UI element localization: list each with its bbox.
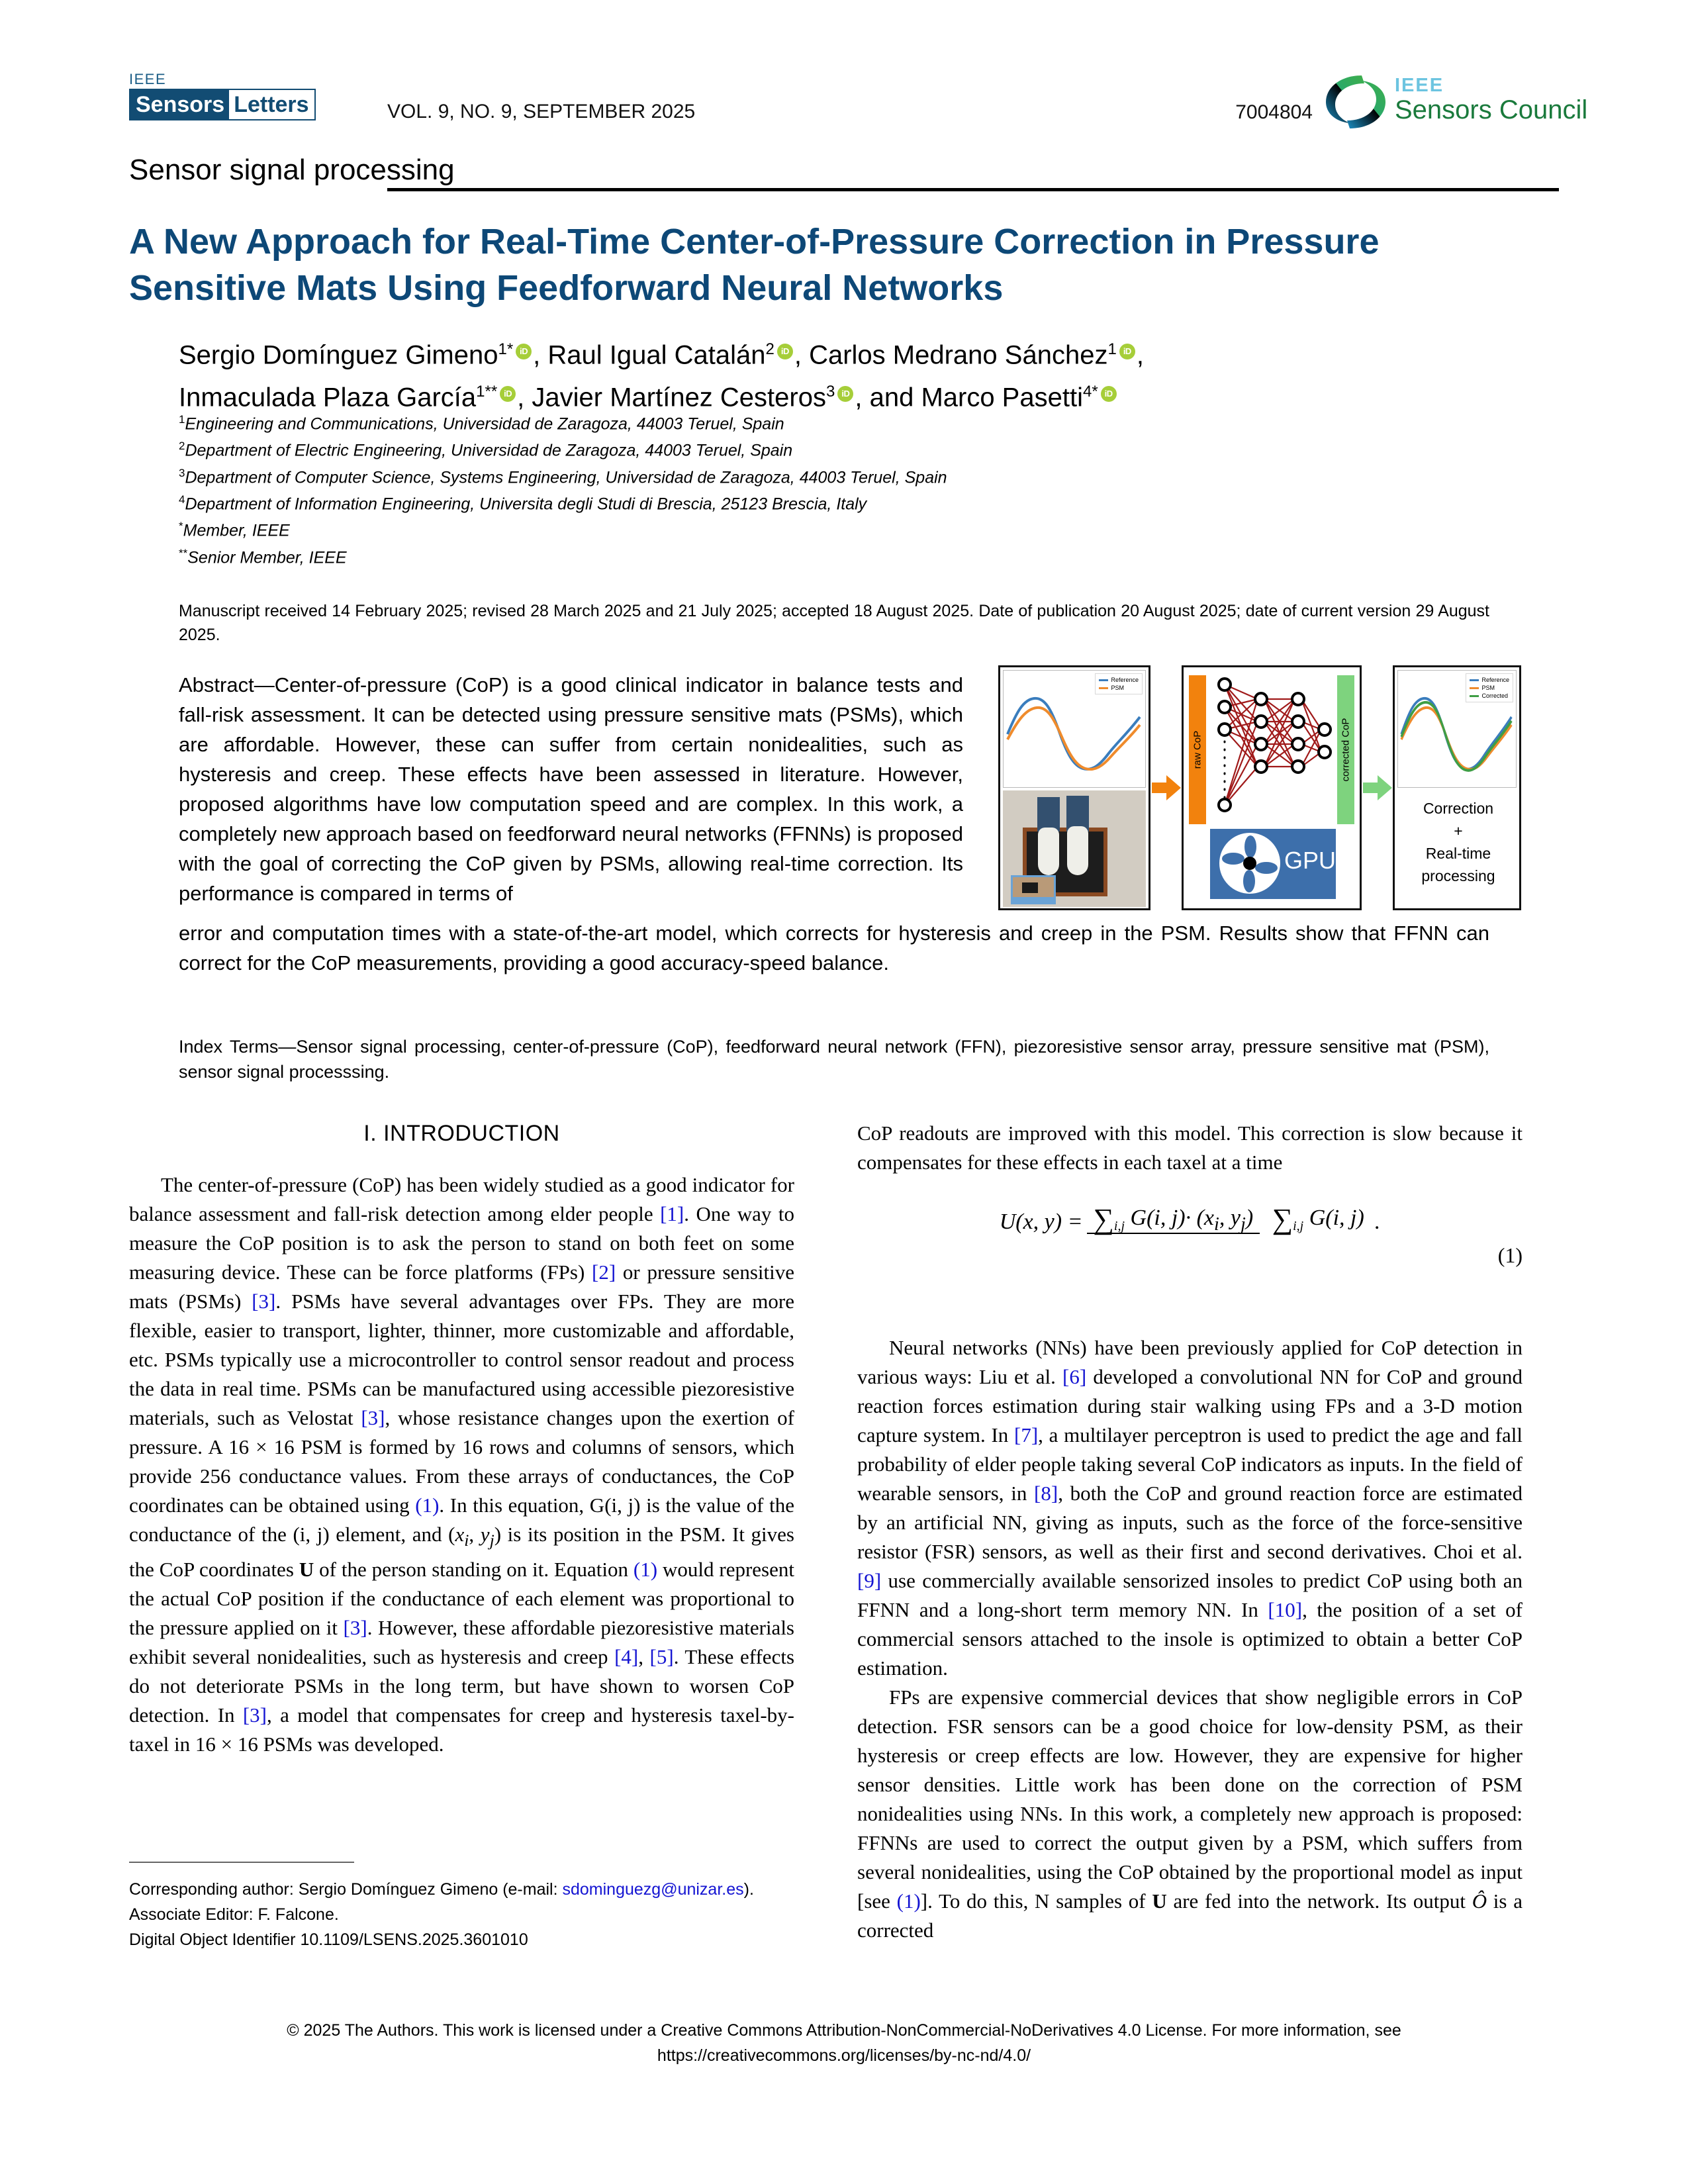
fan-blade: [1244, 835, 1256, 858]
affiliation-text: Member, IEEE: [183, 521, 290, 540]
psm-photo: [1003, 790, 1146, 907]
license-line-2: https://creativecommons.org/licenses/by-nc-nd/4.0/: [657, 2046, 1031, 2065]
text-run: Neural networks (NNs) have been previously applied for CoP detection in various ways: Liu et al.: [857, 1336, 1523, 1388]
ieee-sensors-council-logo: [1321, 71, 1588, 135]
text-run: ]. To do this, N samples of: [920, 1889, 1152, 1913]
raw-cop-chart: [1003, 670, 1146, 788]
author-name: Marco Pasetti: [921, 383, 1083, 412]
text-run: ) is its position in the PSM. It gives the CoP coordinates: [129, 1523, 794, 1582]
math-vector: U: [299, 1558, 314, 1582]
license-footer: [129, 2018, 1559, 2068]
microcontroller-chip: [1022, 882, 1038, 893]
math-var: x: [455, 1523, 465, 1546]
legend-swatch-reference: [1470, 679, 1479, 681]
paragraph-related-work: [857, 1333, 1523, 1683]
section-band: [129, 154, 1559, 196]
body-column-right: [857, 1119, 1523, 1945]
math-sub: i: [1214, 1213, 1219, 1235]
foot-left: [1038, 828, 1059, 875]
fan-icon: [1219, 833, 1280, 894]
index-terms: Index Terms—Sensor signal processing, center-of-pressure (CoP), feedforward neural network (FFN), piezoresistive sensor array, pressure sensitive mat (PSM), sensor signal processsing.: [179, 1037, 1489, 1082]
text-run: is a corrected: [857, 1889, 1523, 1942]
caption-line: +: [1454, 822, 1463, 839]
graphical-abstract: [998, 665, 1521, 910]
orcid-icon[interactable]: iD: [516, 344, 532, 359]
footnote-block: [129, 1877, 794, 1952]
affiliation-text: Department of Electric Engineering, Universidad de Zaragoza, 44003 Teruel, Spain: [185, 441, 793, 460]
section-band-rule: [387, 188, 1559, 191]
gpu-label: GPU: [1284, 847, 1336, 874]
citation-link[interactable]: [3]: [361, 1406, 385, 1429]
affiliation-item: [179, 435, 1503, 461]
author-affil-marker: 1: [1107, 340, 1117, 358]
text-run: ).: [743, 1880, 754, 1899]
text-run: FPs are expensive commercial devices that show negligible errors in CoP detection. FSR sensors can be a good choice for low-density PSM, as their hysteresis or creep effects are low. However, they are expensive for higher sensor densities. Little work has been done on the correction of PSM nonidealities using NNs. In this work, a completely new approach is proposed: FFNNs are used to correct the output given by a PSM, which suffers from several nonidealities, using the CoP obtained by the proportional model as input [see: [857, 1685, 1523, 1913]
legend-label: Reference: [1111, 677, 1139, 683]
text-run: , a multilayer perceptron is used to predict the age and fall probability of elder people taking several CoP indicators as inputs. In the field of wearable sensors, in: [857, 1423, 1523, 1505]
leg-left: [1037, 797, 1060, 831]
fan-blade: [1243, 870, 1255, 892]
author-name: Javier Martínez Cesteros: [532, 383, 826, 412]
legend-entry: [1470, 676, 1509, 684]
numerator-body-mid: , y: [1219, 1206, 1241, 1230]
network-node: [1317, 745, 1332, 759]
author-affil-marker: 4*: [1082, 383, 1098, 401]
section-band-title: Sensor signal processing: [129, 154, 455, 186]
orcid-icon[interactable]: iD: [777, 344, 793, 359]
email-link[interactable]: sdominguezg@unizar.es: [562, 1880, 744, 1899]
math-vector: U: [1152, 1889, 1167, 1913]
network-node: [1217, 722, 1232, 737]
citation-link[interactable]: [7]: [1014, 1423, 1039, 1447]
text-run: , the position of a set of commercial sensors attached to the insole is optimized to obtain a better CoP estimation.: [857, 1598, 1523, 1680]
sensors-letters-logo: [129, 71, 316, 120]
gpu-block: [1210, 829, 1336, 899]
author-list: Sergio Domínguez Gimeno$^{1*}$ iD , Raul Igual Catalán$^2$ iD , Carlos Medrano Sánchez$^1$ iD , Inmaculada Plaza García$^{1**}$ iD , Javier Martínez Cesteros$^3$ iD , and Marco Pasetti$^{4*}$ iD: [179, 340, 1144, 412]
corresponding-author: [129, 1877, 794, 1902]
affiliation-marker: *: [179, 520, 183, 533]
equation-period: .: [1374, 1209, 1381, 1234]
electronics-board: [1011, 875, 1056, 904]
foot-right: [1067, 826, 1088, 875]
text-run: use commercially available sensorized insoles to predict CoP using both an FFNN and a long-short term memory NN. In: [857, 1569, 1523, 1621]
math-sub: j: [489, 1531, 494, 1550]
affiliation-item: [179, 515, 1503, 542]
council-ieee-text: IEEE: [1395, 75, 1444, 96]
affiliation-item: [179, 489, 1503, 515]
legend-swatch-reference: [1099, 679, 1108, 681]
sum-index: i,j: [1113, 1218, 1125, 1233]
text-run: developed a convolutional NN for CoP and ground reaction forces estimation during stair walking using FPs and a 3-D motion capture system. In: [857, 1365, 1523, 1447]
graphical-abstract-caption: [1399, 797, 1518, 887]
denominator-body: G(i, j): [1309, 1206, 1364, 1230]
text-run: The center-of-pressure (CoP) has been widely studied as a good indicator for balance assessment and fall-risk detection among elder people: [129, 1173, 794, 1225]
author-affil-marker: 2: [765, 340, 774, 358]
legend-entry: [1470, 692, 1509, 700]
text-run: are fed into the network. Its output: [1166, 1889, 1472, 1913]
network-node: [1317, 722, 1332, 737]
raw-cop-legend: [1095, 673, 1143, 694]
network-node: [1217, 677, 1232, 692]
corrected-cop-legend: [1466, 673, 1513, 702]
text-run: would represent the actual CoP position if the conductance of each element was proportional to the pressure applied on it: [129, 1558, 794, 1640]
legend-swatch-psm: [1470, 687, 1479, 689]
legend-entry: [1099, 676, 1139, 684]
text-run: . One way to measure the CoP position is to ask the person to stand on both feet on some measuring device. These can be force platforms (FPs): [129, 1202, 795, 1284]
paragraph-continued: CoP readouts are improved with this model. This correction is slow because it compensates for these effects in each taxel at a time: [857, 1121, 1523, 1174]
affiliation-text: Department of Computer Science, Systems Engineering, Universidad de Zaragoza, 44003 Teruel, Spain: [185, 467, 947, 487]
flow-arrow-input: [1152, 775, 1181, 800]
sum-index: i,j: [1293, 1218, 1304, 1233]
author-name: Sergio Domínguez Gimeno: [179, 340, 498, 370]
fan-hub: [1243, 857, 1256, 870]
text-run: . PSMs have several advantages over FPs. They are more flexible, easier to transport, lighter, thinner, more customizable and affordable, etc. PSMs typically use a microcontroller to control sensor readout and process the data in real time. PSMs can be manufactured using accessible piezoresistive materials, such as Velostat: [129, 1290, 794, 1429]
author-affil-marker: 3: [825, 383, 835, 401]
affiliation-marker: 2: [179, 440, 185, 453]
text-run: of the person standing on it. Equation: [314, 1558, 633, 1582]
text-run: Corresponding author: Sergio Domínguez Gimeno (e-mail:: [129, 1880, 563, 1899]
legend-swatch-psm: [1099, 687, 1108, 689]
legend-label: Corrected: [1481, 692, 1508, 699]
affiliation-item: [179, 408, 1503, 435]
math-var: y: [480, 1523, 490, 1546]
network-node: [1291, 714, 1305, 729]
doi-line: Digital Object Identifier 10.1109/LSENS.2025.3601010: [129, 1930, 528, 1949]
citation-link[interactable]: [9]: [857, 1569, 882, 1592]
legend-label: PSM: [1111, 685, 1124, 691]
network-node: [1291, 759, 1305, 774]
affiliation-item: [179, 542, 1503, 569]
affiliation-marker: 3: [179, 466, 185, 479]
network-node: [1254, 714, 1268, 729]
ieee-wordmark: IEEE: [129, 71, 167, 87]
sum-symbol: ∑: [1272, 1203, 1293, 1235]
article-number: 7004804: [1235, 101, 1313, 123]
paragraph-intro: [129, 1170, 794, 1759]
author-affil-marker: 1*: [498, 340, 514, 358]
affiliation-text: Engineering and Communications, Universidad de Zaragoza, 44003 Teruel, Spain: [185, 414, 784, 434]
network-node: [1254, 737, 1268, 751]
network-node: [1217, 798, 1232, 812]
text-run: , both the CoP and ground reaction force are estimated by an artificial NN, giving as inputs, such as the force of the force-sensitive resistor (FSR) sensors, as well as their first and second derivatives. Choi et al.: [857, 1482, 1523, 1563]
text-run: . These effects do not deteriorate PSMs in the long term, but have shown to worsen CoP detection. In: [129, 1645, 795, 1727]
network-node: [1254, 759, 1268, 774]
fan-blade: [1255, 862, 1278, 874]
equation-fraction: [1087, 1204, 1371, 1241]
affiliation-marker: 1: [179, 413, 185, 426]
citation-link[interactable]: [2]: [592, 1260, 616, 1284]
fan-blade: [1222, 853, 1244, 865]
page-title: A New Approach for Real-Time Center-of-Pressure Correction in Pressure Sensitive Mats Using Feedforward Neural Networks: [129, 222, 1380, 308]
affiliation-marker: **: [179, 546, 188, 559]
sensors-letters-badge: [129, 89, 316, 120]
equation-denominator: [1266, 1202, 1371, 1235]
sum-symbol: ∑: [1093, 1203, 1114, 1235]
citation-link[interactable]: [3]: [252, 1290, 276, 1313]
abstract-text-wide: error and computation times with a state-of-the-art model, which corrects for hysteresis and creep in the PSM. Results show that FFNN can correct for the CoP measurements, providing a good accuracy-speed balance.: [179, 922, 1489, 974]
text-run: , whose resistance changes upon the exertion of pressure. A 16 × 16 PSM is formed by 16 rows and columns of sensors, which provide 256 conductance values. From these arrays of conductances, the CoP coordinates can be obtained using: [129, 1406, 795, 1517]
text-run: ,: [469, 1523, 481, 1546]
body-column-left: [129, 1119, 794, 1759]
abstract-text-narrow: Abstract—Center-of-pressure (CoP) is a good clinical indicator in balance tests and fall-risk assessment. It can be detected using pressure sensitive mats (PSMs), which are affordable. However, these can suffer from certain nonidealities, such as hysteresis and creep. These effects have been assessed in literature. However, proposed algorithms have low computation speed and are complex. In this work, a completely new approach based on feedforward neural networks (FFNNs) is proposed with the goal of correcting the CoP given by PSMs, allowing real-time correction. Its performance is compared in terms of: [179, 673, 963, 905]
orcid-icon[interactable]: iD: [500, 386, 516, 402]
equation-numerator: [1087, 1203, 1260, 1235]
caption-line: processing: [1421, 867, 1495, 884]
corrected-cop-output-bar: [1337, 675, 1354, 824]
citation-link[interactable]: [1]: [660, 1202, 684, 1225]
equation-number: (1): [1497, 1243, 1523, 1267]
equation-1-block: [857, 1204, 1523, 1303]
brand-letters: Letters: [229, 90, 314, 119]
legend-entry: [1470, 684, 1509, 692]
corrected-cop-chart: [1397, 670, 1517, 788]
author-name: Carlos Medrano Sánchez: [809, 340, 1108, 370]
text-run: or pressure sensitive mats (PSMs): [129, 1260, 794, 1313]
citation-link[interactable]: [10]: [1268, 1598, 1303, 1621]
legend-entry: [1099, 684, 1139, 692]
citation-link[interactable]: [5]: [649, 1645, 674, 1669]
equation-link[interactable]: (1): [415, 1494, 440, 1517]
citation-link[interactable]: [3]: [343, 1616, 367, 1640]
text-run: , a model that compensates for creep and hysteresis taxel-by-taxel in 16 × 16 PSMs was developed.: [129, 1703, 794, 1756]
author-conjunction: and: [869, 383, 921, 412]
arrow-head: [1378, 775, 1392, 800]
arrow-head: [1166, 775, 1181, 800]
network-node: [1217, 700, 1232, 714]
citation-link[interactable]: [8]: [1034, 1482, 1058, 1505]
council-name-text: Sensors Council: [1395, 95, 1588, 124]
network-node: [1254, 692, 1268, 706]
affiliation-item: [179, 462, 1503, 489]
orcid-icon[interactable]: iD: [1101, 386, 1117, 402]
masthead: [129, 71, 1588, 138]
paragraph-motivation: [857, 1683, 1523, 1945]
license-line-1: © 2025 The Authors. This work is licensed under a Creative Commons Attribution-NonCommercial-NoDerivatives 4.0 License. For more information, see: [287, 2021, 1401, 2040]
orcid-icon[interactable]: iD: [837, 386, 853, 402]
associate-editor: Associate Editor: F. Falcone.: [129, 1905, 339, 1924]
network-node: [1291, 692, 1305, 706]
graphical-abstract-panel-input: [998, 665, 1150, 910]
legend-swatch-corrected: [1470, 695, 1479, 697]
electronics-inner: [1013, 877, 1054, 897]
graphical-abstract-panel-network: [1182, 665, 1362, 910]
math-output-symbol: Ô: [1472, 1889, 1487, 1913]
equation-lhs: U(x, y) =: [999, 1209, 1083, 1234]
manuscript-history-note: Manuscript received 14 February 2025; revised 28 March 2025 and 21 July 2025; accepted 18 August 2025. Date of publication 20 August 2025; date of current version 29 August 2025.: [179, 602, 1489, 644]
feedforward-network-diagram: [1210, 673, 1336, 826]
equation-link[interactable]: (1): [896, 1889, 921, 1913]
raw-cop-input-bar: [1189, 675, 1206, 824]
equation-1: [857, 1204, 1523, 1241]
network-node: [1291, 737, 1305, 751]
volume-issue-date: VOL. 9, NO. 9, SEPTEMBER 2025: [387, 101, 696, 122]
affiliation-marker: 4: [179, 493, 185, 506]
citation-link[interactable]: [6]: [1062, 1365, 1087, 1388]
text-run: . In this equation, G(i, j) is the value of the conductance of the (i, j) element, and (: [129, 1494, 794, 1546]
author-name: Raul Igual Catalán: [547, 340, 766, 370]
affiliation-text: Department of Information Engineering, Universita degli Studi di Brescia, 25123 Brescia, Italy: [185, 495, 867, 514]
citation-link[interactable]: [4]: [614, 1645, 639, 1669]
legend-label: Reference: [1481, 677, 1509, 683]
caption-line: Real-time: [1425, 845, 1491, 862]
footnote-rule: [129, 1862, 354, 1863]
author-name: Inmaculada Plaza García: [179, 383, 477, 412]
text-run: . However, these affordable piezoresistive materials exhibit several nonidealities, such as hysteresis and creep: [129, 1616, 794, 1669]
orcid-icon[interactable]: iD: [1119, 344, 1135, 359]
affiliation-text: Senior Member, IEEE: [187, 547, 347, 567]
raw-cop-input-label: raw CoP: [1192, 730, 1203, 769]
math-sub: i: [464, 1531, 469, 1550]
flow-arrow-output: [1363, 775, 1392, 800]
graphical-abstract-panel-output: [1393, 665, 1521, 910]
section-heading-introduction: I. INTRODUCTION: [363, 1121, 560, 1146]
brand-sensors: Sensors: [130, 90, 229, 119]
affiliation-list: [179, 408, 1503, 569]
numerator-body-end: ): [1245, 1206, 1254, 1230]
caption-line: Correction: [1423, 800, 1494, 817]
legend-label: PSM: [1481, 685, 1495, 691]
citation-link[interactable]: [3]: [242, 1703, 267, 1727]
equation-link[interactable]: (1): [633, 1558, 658, 1582]
sensors-council-s-mark: [1321, 71, 1389, 132]
text-run: ,: [638, 1645, 650, 1669]
council-wordmark: [1395, 75, 1587, 124]
math-sub: j: [1241, 1213, 1246, 1235]
author-affil-marker: 1**: [476, 383, 498, 401]
corrected-cop-output-label: corrected CoP: [1340, 718, 1352, 782]
numerator-body: G(i, j)· (x: [1130, 1206, 1215, 1230]
